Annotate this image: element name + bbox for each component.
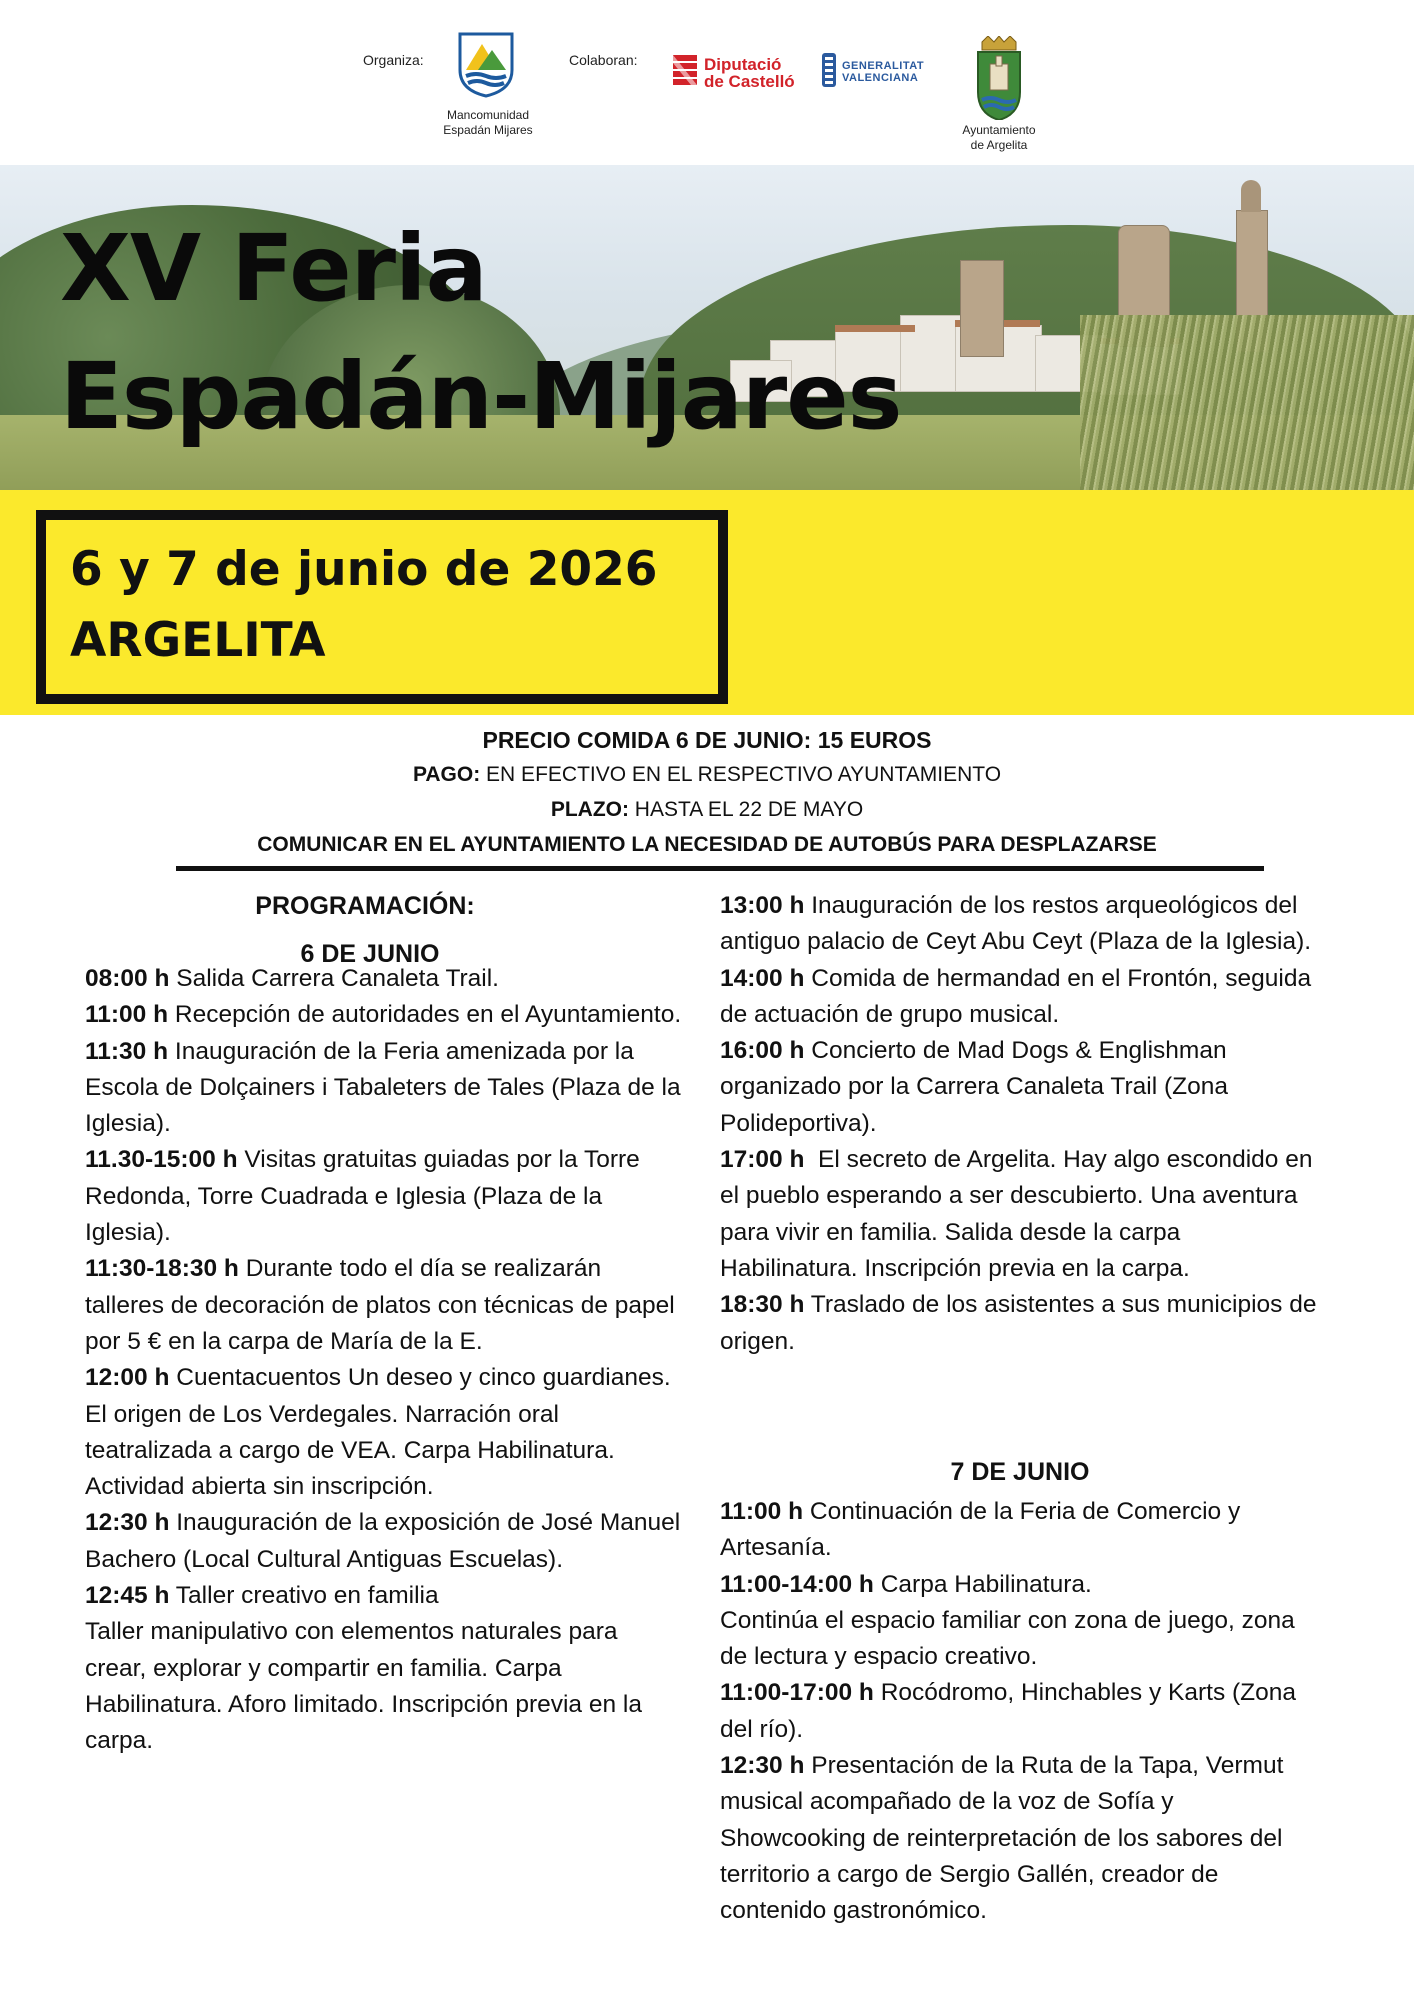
event-location: ARGELITA (70, 613, 326, 668)
generalitat-line1: GENERALITAT (842, 60, 925, 72)
mancomunidad-caption (420, 108, 556, 138)
program-entry (720, 1748, 1320, 1929)
program-entry (85, 1142, 685, 1251)
entry-time: 11:00 h (85, 1001, 169, 1029)
entry-time: 11:30 h (85, 1037, 169, 1065)
program-entry (720, 1675, 1320, 1748)
program-left-column (85, 961, 685, 1760)
program-entry (85, 961, 685, 997)
entry-time: 11:00 h (720, 1498, 804, 1525)
entry-text: Inauguración de la Feria amenizada por la Escola de Dolçainers i Tabaleters de Tales (Plaza de la Iglesia). (85, 1037, 681, 1138)
entry-time: 11:30-18:30 h (85, 1255, 239, 1283)
entry-time: 11:00-17:00 h (720, 1679, 874, 1707)
generalitat-logo-icon (822, 53, 836, 87)
program-entry (85, 1251, 685, 1360)
entry-time: 14:00 h (720, 964, 805, 992)
entry-text: Concierto de Mad Dogs & Englishman organizado por la Carrera Canaleta Trail (Zona Polideportiva). (720, 1037, 1228, 1137)
argelita-caption-line2: de Argelita (970, 138, 1028, 152)
argelita-caption-line1: Ayuntamiento (962, 123, 1036, 137)
entry-text: Comida de hermandad en el Frontón, seguida de actuación de grupo musical. (720, 964, 1312, 1028)
deadline-label: PLAZO: (550, 798, 629, 821)
program-entry (85, 1578, 685, 1614)
bell-tower-top (1241, 180, 1261, 212)
day7-heading: 7 DE JUNIO (950, 1458, 1090, 1486)
day6-heading: 6 DE JUNIO (300, 940, 440, 968)
entry-time: 11.30-15:00 h (85, 1146, 238, 1174)
argelita-caption (939, 123, 1059, 153)
entry-text: Continuación de la Feria de Comercio y Artesanía. (720, 1498, 1241, 1562)
program-entry-detail: Taller manipulativo con elementos naturales para crear, explorar y compartir en familia. Carpa Habilinatura. Aforo limitado. Inscripción previa en la carpa. (85, 1618, 642, 1755)
program-entry (720, 1033, 1320, 1142)
diputacio-line1: Diputació (704, 55, 782, 74)
title-line2: Espadán-Mijares (60, 343, 902, 450)
program-entry (720, 1142, 1320, 1287)
entry-text: Cuentacuentos Un deseo y cinco guardianes. El origen de Los Verdegales. Narración oral teatralizada a cargo de VEA. Carpa Habilinatura. Actividad abierta sin inscripción. (85, 1364, 671, 1501)
diputacio-text (704, 56, 795, 90)
payment-info (0, 763, 1414, 787)
page-title (60, 205, 901, 461)
deadline-text: HASTA EL 22 DE MAYO (628, 798, 864, 821)
entry-time: 12:45 h (85, 1582, 170, 1610)
entry-time: 11:00-14:00 h (720, 1570, 874, 1598)
program-entry (720, 1567, 1320, 1603)
reeds (1080, 315, 1414, 490)
entry-time: 13:00 h (720, 892, 805, 919)
entry-text: Taller creativo en familia (169, 1582, 439, 1610)
program-heading: PROGRAMACIÓN: (255, 892, 475, 920)
mancomunidad-logo (458, 32, 514, 98)
entry-text: Inauguración de los restos arqueológicos del antiguo palacio de Ceyt Abu Ceyt (Plaza de la Iglesia). (720, 892, 1312, 956)
program-entry-detail: Continúa el espacio familiar con zona de juego, zona de lectura y espacio creativo. (720, 1606, 1295, 1671)
title-line1: XV Feria (60, 215, 487, 322)
mancomunidad-caption-line2: Espadán Mijares (443, 123, 533, 137)
entry-time: 18:30 h (720, 1291, 805, 1319)
entry-time: 16:00 h (720, 1037, 805, 1065)
program-entry (720, 1494, 1320, 1567)
entry-text: Durante todo el día se realizarán talleres de decoración de platos con técnicas de papel por 5 € en la carpa de María de la E. (85, 1255, 675, 1355)
entry-text: Recepción de autoridades en el Ayuntamiento. (168, 1001, 682, 1029)
entry-text: Salida Carrera Canaleta Trail. (169, 965, 499, 992)
program-entry (720, 888, 1320, 961)
program-entry (85, 1360, 685, 1505)
payment-label: PAGO: (412, 763, 481, 786)
entry-text: Traslado de los asistentes a sus municipios de origen. (720, 1291, 1317, 1355)
entry-time: 12:30 h (720, 1752, 805, 1780)
diputacio-line2: de Castelló (704, 72, 795, 91)
entry-text: Inauguración de la exposición de José Manuel Bachero (Local Cultural Antiguas Escuelas). (85, 1509, 681, 1573)
program-right-column (720, 888, 1320, 1360)
entry-time: 08:00 h (85, 965, 170, 992)
entry-time: 12:30 h (85, 1509, 170, 1537)
program-entry (720, 1287, 1320, 1360)
generalitat-text (842, 60, 924, 84)
program-entry (85, 1505, 685, 1578)
event-dates: 6 y 7 de junio de 2026 (70, 542, 658, 597)
generalitat-line2: VALENCIANA (842, 72, 919, 84)
entry-text: Carpa Habilinatura. (873, 1570, 1092, 1598)
date-location-box (36, 510, 728, 704)
program-entry (85, 997, 685, 1033)
diputacio-logo-icon (673, 55, 697, 85)
payment-text: EN EFECTIVO EN EL RESPECTIVO AYUNTAMIENTO (480, 763, 1002, 786)
entry-text: Visitas gratuitas guiadas por la Torre Redonda, Torre Cuadrada e Iglesia (Plaza de la Iglesia). (85, 1146, 640, 1247)
section-divider (176, 866, 1264, 871)
argelita-coat-of-arms (974, 36, 1024, 120)
program-entry (85, 1034, 685, 1143)
meal-price: PRECIO COMIDA 6 DE JUNIO: 15 EUROS (482, 727, 932, 753)
mancomunidad-caption-line1: Mancomunidad (446, 108, 530, 122)
deadline-info (0, 798, 1414, 822)
torre-cuadrada (960, 260, 1004, 357)
colaboran-label: Colaboran: (569, 52, 638, 68)
program-day7-column (720, 1494, 1320, 1930)
entry-text: El secreto de Argelita. Hay algo escondido en el pueblo esperando a ser descubierto. Una aventura para vivir en familia. Salida desde la carpa Habilinatura. Inscripción previa en la carpa. (720, 1146, 1320, 1282)
organiza-label: Organiza: (363, 52, 424, 68)
entry-text: Rocódromo, Hinchables y Karts (Zona del río). (720, 1679, 1297, 1743)
bus-notice: COMUNICAR EN EL AYUNTAMIENTO LA NECESIDAD DE AUTOBÚS PARA DESPLAZARSE (257, 833, 1157, 856)
entry-text: Presentación de la Ruta de la Tapa, Vermut musical acompañado de la voz de Sofía y Showcooking de reinterpretación de los sabores del territorio a cargo de Sergio Gallén, creador de contenido gastronómico. (720, 1752, 1284, 1925)
sponsor-bar (0, 0, 1414, 165)
entry-time: 17:00 h (720, 1146, 805, 1174)
program-entry (720, 961, 1320, 1034)
entry-time: 12:00 h (85, 1364, 170, 1392)
